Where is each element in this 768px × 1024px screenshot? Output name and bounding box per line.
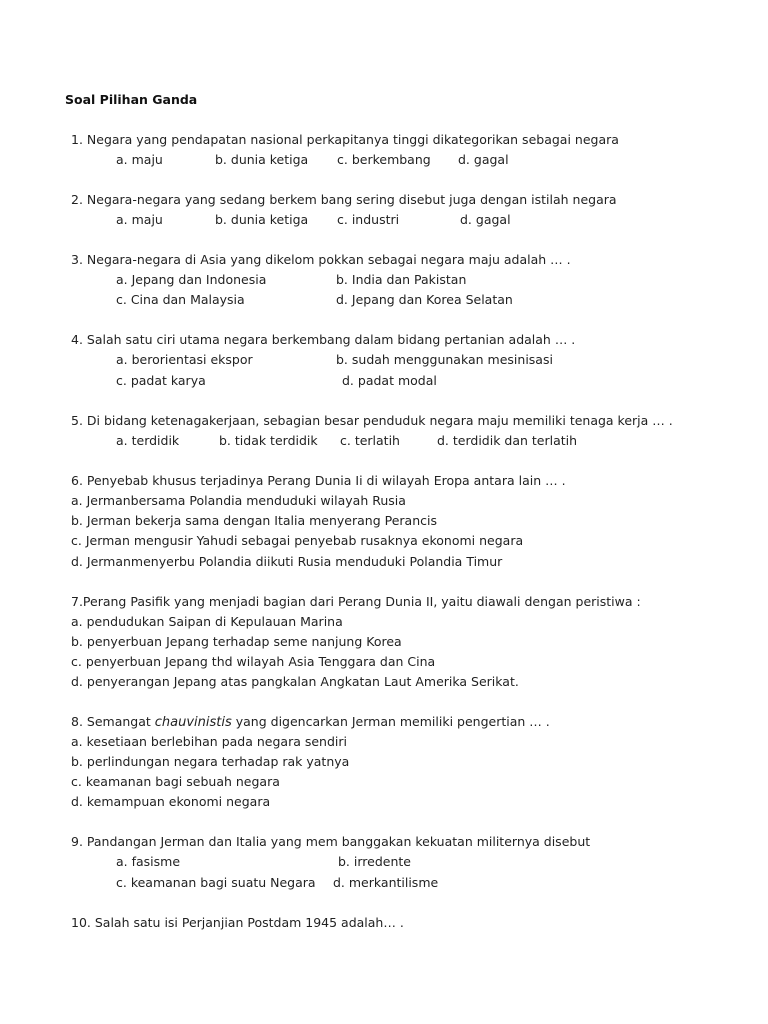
question-9: 9. Pandangan Jerman dan Italia yang mem banggakan kekuatan militernya disebut — [71, 834, 591, 849]
q6-option-c: c. Jerman mengusir Yahudi sebagai penyebab rusaknya ekonomi negara — [71, 533, 524, 548]
q3-option-d: d. Jepang dan Korea Selatan — [336, 292, 513, 307]
q4-option-b: b. sudah menggunakan mesinisasi — [336, 352, 553, 367]
question-8 — [71, 714, 550, 731]
q5-option-c: c. terlatih — [340, 433, 400, 448]
q9-option-a: a. fasisme — [116, 854, 181, 869]
q8-option-b: b. perlindungan negara terhadap rak yatnya — [71, 754, 350, 769]
q2-option-a: a. maju — [116, 212, 163, 227]
q9-option-d: d. merkantilisme — [333, 875, 439, 890]
q6-option-d: d. Jermanmenyerbu Polandia diikuti Rusia menduduki Polandia Timur — [71, 554, 503, 569]
q6-option-b: b. Jerman bekerja sama dengan Italia menyerang Perancis — [71, 513, 437, 528]
q1-option-c: c. berkembang — [337, 152, 431, 167]
question-5: 5. Di bidang ketenagakerjaan, sebagian besar penduduk negara maju memiliki tenaga kerja … . — [71, 413, 673, 428]
q7-option-b: b. penyerbuan Jepang terhadap seme nanjung Korea — [71, 634, 402, 649]
q9-option-b: b. irredente — [338, 854, 411, 869]
q2-option-c: c. industri — [337, 212, 400, 227]
q2-option-b: b. dunia ketiga — [215, 212, 309, 227]
q4-option-c: c. padat karya — [116, 373, 206, 388]
question-10: 10. Salah satu isi Perjanjian Postdam 1945 adalah… . — [71, 915, 404, 930]
q4-option-a: a. berorientasi ekspor — [116, 352, 253, 367]
q6-option-a: a. Jermanbersama Polandia menduduki wilayah Rusia — [71, 493, 406, 508]
q1-option-a: a. maju — [116, 152, 163, 167]
q7-option-c: c. penyerbuan Jepang thd wilayah Asia Tenggara dan Cina — [71, 654, 436, 669]
q5-option-d: d. terdidik dan terlatih — [437, 433, 578, 448]
question-1: 1. Negara yang pendapatan nasional perkapitanya tinggi dikategorikan sebagai negara — [71, 132, 619, 147]
q3-option-c: c. Cina dan Malaysia — [116, 292, 245, 307]
question-3: 3. Negara-negara di Asia yang dikelom pokkan sebagai negara maju adalah … . — [71, 252, 571, 267]
q3-option-b: b. India dan Pakistan — [336, 272, 467, 287]
q8-text-end: yang digencarkan Jerman memiliki pengertian … . — [231, 714, 550, 729]
q1-option-b: b. dunia ketiga — [215, 152, 309, 167]
q5-option-a: a. terdidik — [116, 433, 180, 448]
q8-option-c: c. keamanan bagi sebuah negara — [71, 774, 280, 789]
q9-option-c: c. keamanan bagi suatu Negara — [116, 875, 316, 890]
q8-option-a: a. kesetiaan berlebihan pada negara sendiri — [71, 734, 347, 749]
question-7: 7.Perang Pasifik yang menjadi bagian dari Perang Dunia II, yaitu diawali dengan peristiwa : — [71, 594, 641, 609]
q5-option-b: b. tidak terdidik — [219, 433, 318, 448]
q4-option-d: d. padat modal — [342, 373, 437, 388]
q8-text-start: 8. Semangat — [71, 714, 155, 729]
question-6: 6. Penyebab khusus terjadinya Perang Dunia Ii di wilayah Eropa antara lain … . — [71, 473, 566, 488]
q2-option-d: d. gagal — [460, 212, 511, 227]
q8-text-emphasis: chauvinistis — [154, 715, 232, 730]
q7-option-d: d. penyerangan Jepang atas pangkalan Angkatan Laut Amerika Serikat. — [71, 674, 519, 689]
q1-option-d: d. gagal — [458, 152, 509, 167]
question-2: 2. Negara-negara yang sedang berkem bang sering disebut juga dengan istilah negara — [71, 192, 617, 207]
q8-option-d: d. kemampuan ekonomi negara — [71, 794, 271, 809]
q7-option-a: a. pendudukan Saipan di Kepulauan Marina — [71, 614, 343, 629]
page-title: Soal Pilihan Ganda — [65, 92, 198, 107]
question-4: 4. Salah satu ciri utama negara berkembang dalam bidang pertanian adalah … . — [71, 332, 576, 347]
q3-option-a: a. Jepang dan Indonesia — [116, 272, 267, 287]
